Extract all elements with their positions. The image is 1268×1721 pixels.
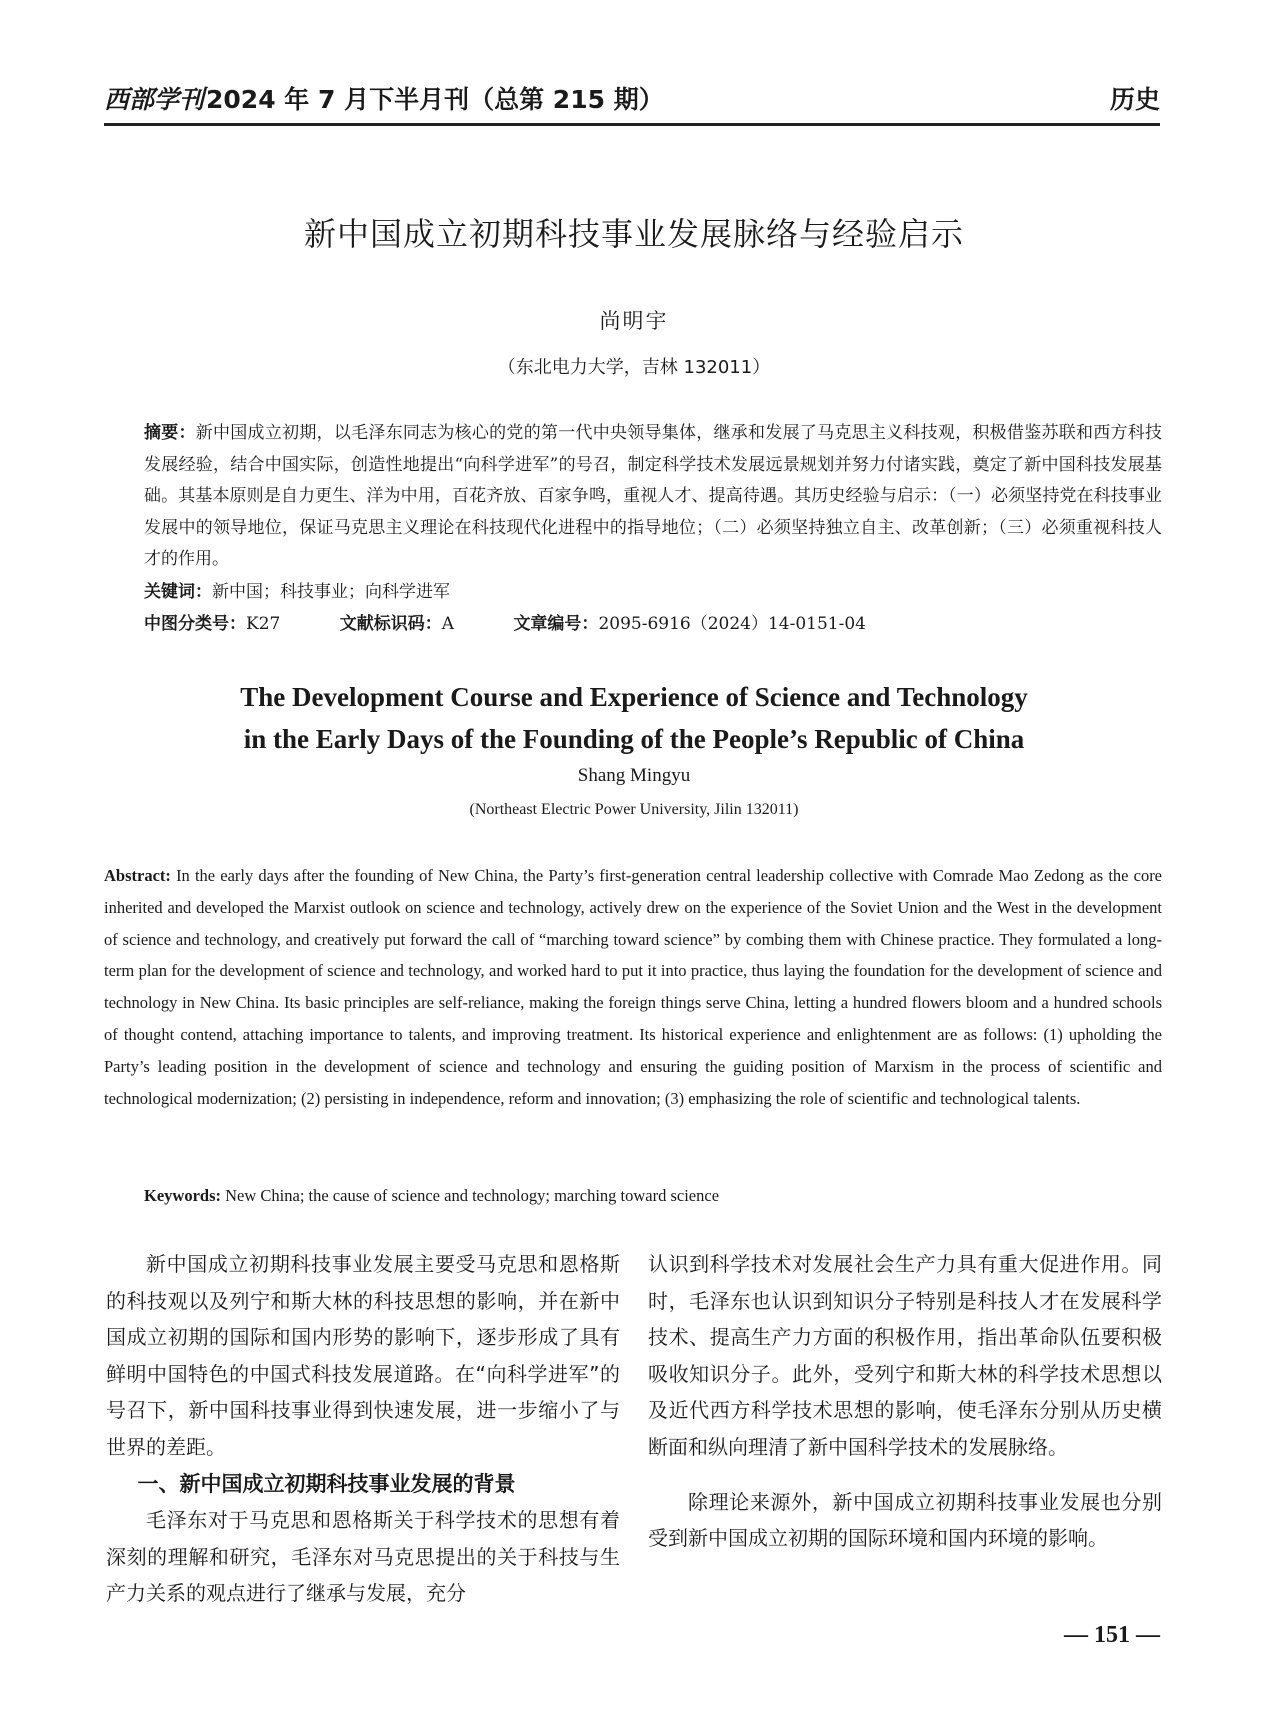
english-abstract-label: Abstract:: [104, 866, 171, 885]
article-number-label: 文章编号：: [513, 614, 599, 634]
chinese-abstract: [144, 418, 1162, 576]
running-header: [104, 84, 1160, 126]
clc-number: [144, 610, 280, 638]
body-paragraph: 毛泽东对于马克思和恩格斯关于科学技术的思想有着深刻的理解和研究，毛泽东对马克思提出的关于科技与生产力关系的观点进行了继承与发展，充分: [106, 1508, 620, 1606]
english-abstract: [104, 860, 1162, 1114]
english-author: Shang Mingyu: [577, 765, 691, 786]
section-heading: 一、新中国成立初期科技事业发展的背景: [137, 1471, 516, 1496]
classification-line: [144, 610, 1162, 638]
chinese-keywords: [144, 578, 1162, 606]
header-rule: [104, 123, 1160, 126]
clc-value: K27: [246, 614, 281, 634]
chinese-keywords-label: 关键词：: [144, 582, 212, 602]
body-paragraph: 新中国成立初期科技事业发展主要受马克思和恩格斯的科技观以及列宁和斯大林的科技思想的影响，并在新中国成立初期的国际和国内形势的影响下，逐步形成了具有鲜明中国特色的中国式科技发展道路。在“向科学进军”的号召下，新中国科技事业得到快速发展，进一步缩小了与世界的差距。: [106, 1252, 620, 1459]
body-column-left: [106, 1246, 620, 1612]
english-keywords: [144, 1182, 1162, 1210]
english-title-line-2: in the Early Days of the Founding of the People’s Republic of China: [243, 724, 1025, 754]
document-code-value: A: [441, 614, 455, 634]
article-number-value: 2095-6916（2024）14-0151-04: [598, 614, 866, 634]
clc-label: 中图分类号：: [144, 614, 246, 634]
english-title-line-1: The Development Course and Experience of Science and Technology: [240, 682, 1028, 712]
document-code-label: 文献标识码：: [339, 614, 442, 634]
body-paragraph-continued: 认识到科学技术对发展社会生产力具有重大促进作用。同时，毛泽东也认识到知识分子特别是科技人才在发展科学技术、提高生产力方面的积极作用，指出革命队伍要积极吸收知识分子。此外，受列宁和斯大林的科学技术思想以及近代西方科学技术思想的影响，使毛泽东分别从历史横断面和纵向理清了新中国科学技术的发展脉络。: [648, 1252, 1162, 1459]
chinese-author: 尚明宇: [599, 309, 669, 333]
section-label: 历史: [1109, 85, 1160, 114]
chinese-title: 新中国成立初期科技事业发展脉络与经验启示: [303, 215, 964, 253]
chinese-abstract-label: 摘要：: [144, 423, 196, 443]
english-abstract-text: In the early days after the founding of New China, the Party’s first-generation central leadership collective with Comrade Mao Zedong as the core inherited and developed the Marxist outlook on science and technology, actively drew on the experience of the Soviet Union and the West in the development of science and technology, and creatively put forward the call of “marching toward science” by combing them with Chinese practice. They formulated a long-term plan for the development of science and technology, and worked hard to put it into practice, thus laying the foundation for the development of science and technology in New China. Its basic principles are self-reliance, making the foreign things serve China, letting a hundred flowers bloom and a hundred schools of thought contend, attaching importance to talents, and improving treatment. Its historical experience and enlightenment are as follows: (1) upholding the Party’s leading position in the development of science and technology and ensuring the guiding position of Marxism in the process of scientific and technological modernization; (2) persisting in independence, reform and innovation; (3) emphasizing the role of scientific and technological talents.: [104, 866, 1163, 1108]
body-paragraph: 除理论来源外，新中国成立初期科技事业发展也分别受到新中国成立初期的国际环境和国内环境的影响。: [648, 1489, 1162, 1551]
chinese-affiliation: （东北电力大学，吉林 132011）: [497, 357, 771, 378]
english-affiliation: (Northeast Electric Power University, Jilin 132011): [469, 801, 799, 818]
page-number: — 151 —: [1064, 1622, 1160, 1648]
chinese-abstract-text: 新中国成立初期，以毛泽东同志为核心的党的第一代中央领导集体，继承和发展了马克思主义科技观，积极借鉴苏联和西方科技发展经验，结合中国实际，创造性地提出“向科学进军”的号召，制定科学技术发展远景规划并努力付诸实践，奠定了新中国科技发展基础。其基本原则是自力更生、洋为中用，百花齐放、百家争鸣，重视人才、提高待遇。其历史经验与启示：（一）必须坚持党在科技事业发展中的领导地位，保证马克思主义理论在科技现代化进程中的指导地位；（二）必须坚持独立自主、改革创新；（三）必须重视科技人才的作用。: [144, 423, 1163, 569]
journal-masthead: [104, 84, 664, 116]
english-title: [0, 676, 1268, 760]
english-keywords-text: New China; the cause of science and technology; marching toward science: [225, 1186, 720, 1205]
journal-logo: 西部学刊: [104, 85, 205, 114]
english-keywords-label: Keywords:: [144, 1186, 221, 1205]
issue-info: 2024 年 7 月下半月刊（总第 215 期）: [206, 85, 664, 114]
body-column-right: [648, 1246, 1162, 1557]
chinese-keywords-text: 新中国；科技事业；向科学进军: [212, 582, 450, 602]
article-number: [513, 610, 866, 638]
document-code: [340, 610, 454, 638]
